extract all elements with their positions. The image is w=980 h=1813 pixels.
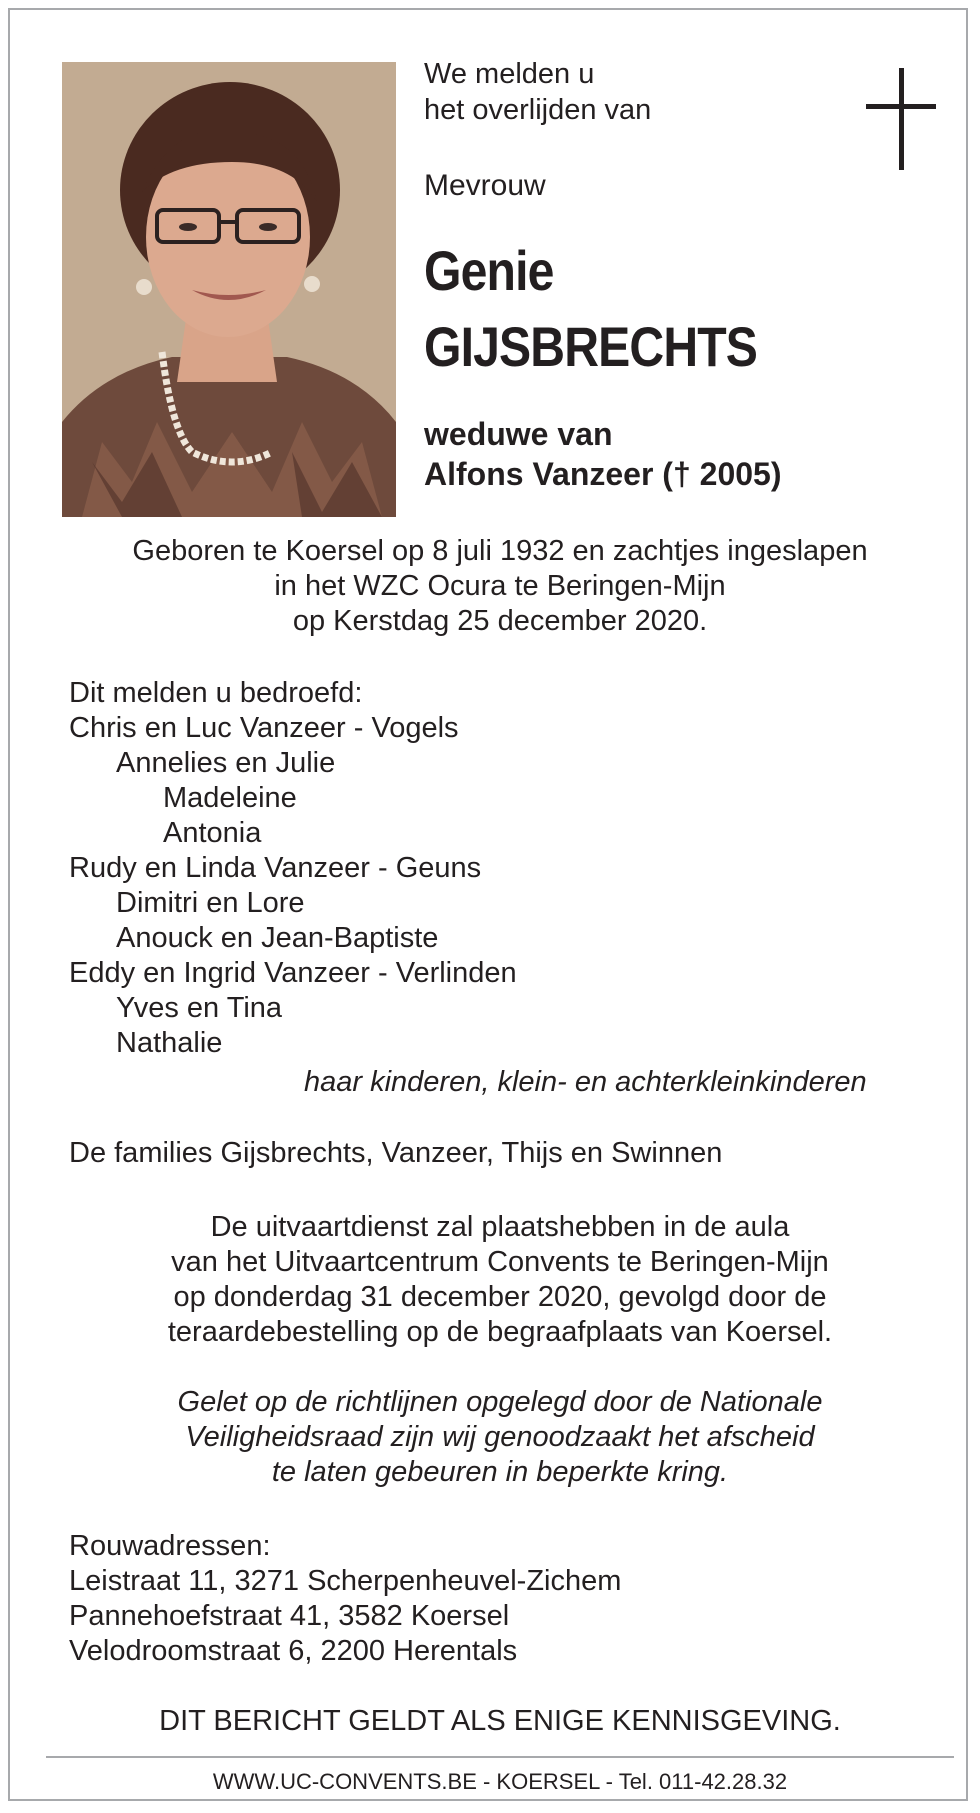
sole-notice: DIT BERICHT GELDT ALS ENIGE KENNISGEVING. — [159, 1705, 841, 1737]
salutation: Mevrouw — [424, 169, 546, 202]
intro-line: We melden u — [424, 58, 595, 90]
relation-text: haar kinderen, klein- en achterkleinkinderen — [304, 1066, 867, 1098]
portrait-photo — [62, 62, 396, 517]
notice-line: Gelet op de richtlijnen opgelegd door de Nationale — [177, 1386, 823, 1418]
mourners-list — [69, 711, 517, 1061]
addresses-list — [69, 1564, 621, 1669]
mourner-item: Chris en Luc Vanzeer - Vogels — [69, 712, 459, 744]
mourner-item: Yves en Tina — [116, 992, 283, 1024]
mourner-item: Anouck en Jean-Baptiste — [116, 922, 439, 954]
mourner-item: Eddy en Ingrid Vanzeer - Verlinden — [69, 957, 517, 989]
death-notice-card — [8, 8, 968, 1801]
service-line: op donderdag 31 december 2020, gevolgd door de — [173, 1281, 827, 1313]
restriction-notice — [50, 1385, 950, 1490]
mourner-item: Antonia — [163, 817, 262, 849]
mourner-item: Dimitri en Lore — [116, 887, 305, 919]
mourner-item: Nathalie — [116, 1027, 223, 1059]
mourner-item: Rudy en Linda Vanzeer - Geuns — [69, 852, 482, 884]
deceased-last-name: GIJSBRECHTS — [424, 315, 758, 378]
intro-line: het overlijden van — [424, 94, 652, 126]
mourners-intro: Dit melden u bedroefd: — [69, 677, 363, 709]
service-line: van het Uitvaartcentrum Convents te Beringen-Mijn — [171, 1246, 829, 1278]
service-line: De uitvaartdienst zal plaatshebben in de aula — [210, 1211, 790, 1243]
footer-divider — [46, 1756, 954, 1758]
deceased-first-name: Genie — [424, 239, 554, 302]
birth-line: op Kerstdag 25 december 2020. — [292, 605, 708, 637]
notice-line: Veiligheidsraad zijn wij genoodzaakt het afscheid — [185, 1421, 815, 1453]
birth-line: Geboren te Koersel op 8 juli 1932 en zachtjes ingeslapen — [132, 535, 868, 567]
addresses-title: Rouwadressen: — [69, 1530, 271, 1562]
mourner-item: Annelies en Julie — [116, 747, 336, 779]
intro-text — [424, 56, 651, 128]
footer-contact: WWW.UC-CONVENTS.BE - KOERSEL - Tel. 011-42.28.32 — [212, 1769, 788, 1794]
birth-line: in het WZC Ocura te Beringen-Mijn — [274, 570, 726, 602]
families-text: De families Gijsbrechts, Vanzeer, Thijs en Swinnen — [69, 1137, 723, 1169]
latin-cross-icon — [866, 68, 936, 170]
widow-line: Alfons Vanzeer († 2005) — [424, 456, 782, 492]
address-item: Velodroomstraat 6, 2200 Herentals — [69, 1635, 518, 1667]
widow-line: weduwe van — [424, 416, 613, 452]
notice-line: te laten gebeuren in beperkte kring. — [271, 1456, 729, 1488]
widow-of — [424, 414, 781, 494]
birth-death-text — [50, 534, 950, 639]
funeral-service-text — [50, 1210, 950, 1350]
address-item: Leistraat 11, 3271 Scherpenheuvel-Zichem — [69, 1565, 622, 1597]
mourner-item: Madeleine — [163, 782, 297, 814]
address-item: Pannehoefstraat 41, 3582 Koersel — [69, 1600, 510, 1632]
service-line: teraardebestelling op de begraafplaats van Koersel. — [167, 1316, 833, 1348]
